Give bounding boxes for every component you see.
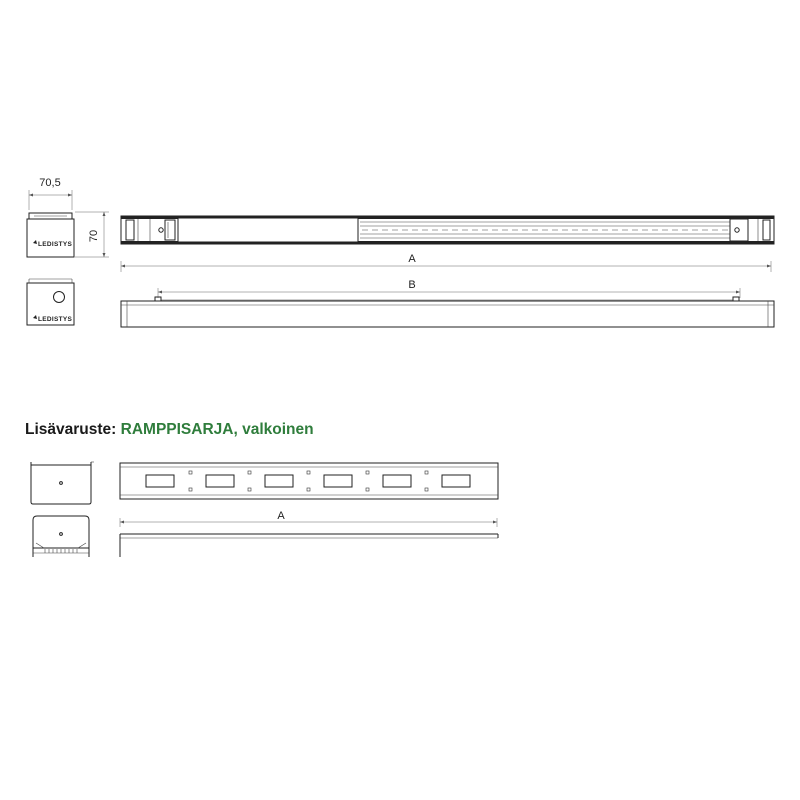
accessory-name: RAMPPISARJA, valkoinen xyxy=(120,421,314,438)
end-view-front xyxy=(27,177,109,257)
height-dimension-label: 70 xyxy=(88,229,100,243)
accessory-end-view-top xyxy=(31,462,94,504)
luminaire-side-view xyxy=(121,297,774,327)
brand-logo xyxy=(33,240,73,248)
accessory-prefix: Lisävaruste: xyxy=(25,421,117,438)
brand-logo xyxy=(33,315,73,323)
accessory-heading xyxy=(25,421,314,439)
dimension-a-label: A xyxy=(408,253,416,265)
width-dimension-label: 70,5 xyxy=(39,177,61,189)
luminaire-top-view xyxy=(121,216,774,244)
brand-logo-text: LEDISTYS xyxy=(38,316,73,323)
accessory-end-view-bottom xyxy=(33,516,89,557)
end-view-side xyxy=(27,279,74,325)
dimension-a xyxy=(121,253,771,272)
accessory-side-view xyxy=(120,534,498,557)
dimension-b xyxy=(158,279,740,298)
accessory-dimension-a xyxy=(120,510,497,527)
accessory-dimension-a-label: A xyxy=(277,510,285,522)
dimension-b-label: B xyxy=(408,279,416,291)
accessory-top-view xyxy=(120,463,498,499)
brand-logo-text: LEDISTYS xyxy=(38,241,73,248)
